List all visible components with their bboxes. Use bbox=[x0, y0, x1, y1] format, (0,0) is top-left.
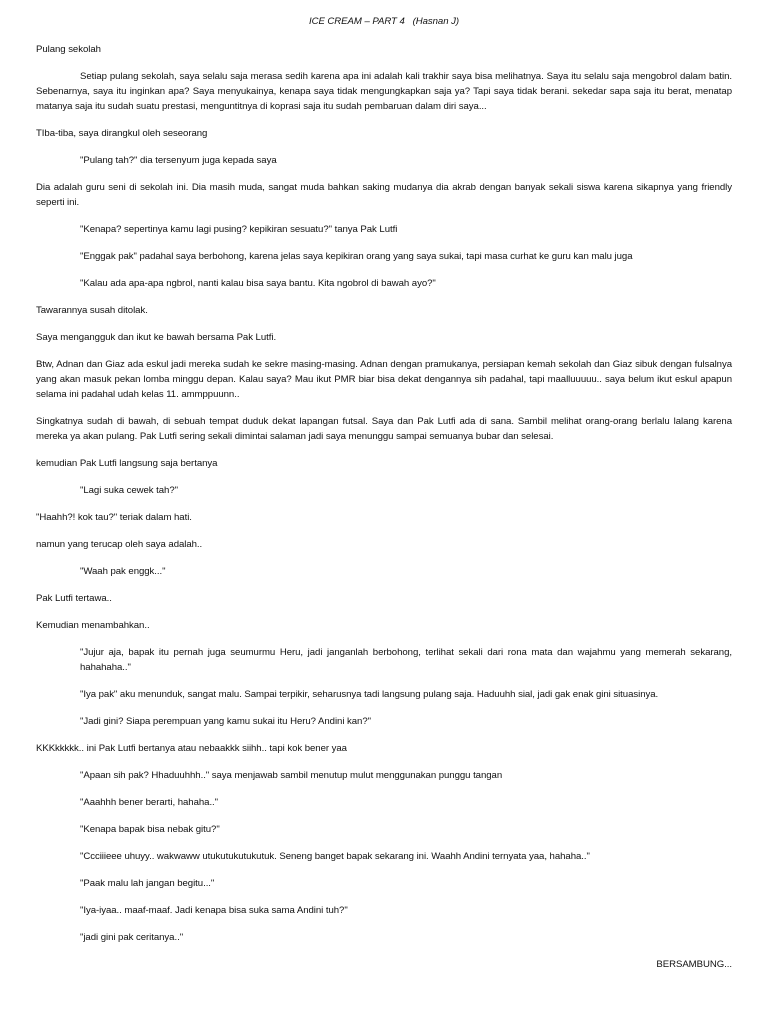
paragraph: Pak Lutfi tertawa.. bbox=[36, 593, 112, 604]
dialogue-paragraph: "Iya-iyaa.. maaf-maaf. Jadi kenapa bisa suka sama Andini tuh?" bbox=[80, 905, 348, 916]
dialogue-paragraph: "Lagi suka cewek tah?" bbox=[80, 485, 178, 496]
dialogue-paragraph: "Apaan sih pak? Hhaduuhhh.." saya menjawab sambil menutup mulut menggunakan punggu tangan bbox=[80, 770, 503, 781]
paragraph: KKKkkkkk.. ini Pak Lutfi bertanya atau nebaakkk siihh.. tapi kok bener yaa bbox=[36, 743, 347, 754]
dialogue-paragraph: "Iya pak" aku menunduk, sangat malu. Sampai terpikir, seharusnya tadi langsung pulang saja. Haduuhh sial, jadi gak enak gini situasinya. bbox=[80, 689, 659, 700]
closing-text: BERSAMBUNG... bbox=[656, 959, 732, 970]
document-page bbox=[36, 14, 732, 972]
paragraph: kemudian Pak Lutfi langsung saja bertanya bbox=[36, 458, 218, 469]
paragraph: Saya mengangguk dan ikut ke bawah bersama Pak Lutfi. bbox=[36, 332, 277, 343]
story-body bbox=[36, 42, 732, 945]
paragraph: Dia adalah guru seni di sekolah ini. Dia masih muda, sangat muda bahkan saking mudanya dia akrab dengan banyak sekali siswa karena sikapnya yang friendly seperti ini. bbox=[36, 182, 732, 208]
dialogue-paragraph: "Jadi gini? Siapa perempuan yang kamu sukai itu Heru? Andini kan?" bbox=[80, 716, 371, 727]
dialogue-paragraph: "Pulang tah?" dia tersenyum juga kepada saya bbox=[80, 155, 277, 166]
dialogue-paragraph: "Ccciiieee uhuyy.. wakwaww utukutukutukutuk. Seneng banget bapak sekarang ini. Waahh Andini ternyata yaa, hahaha.." bbox=[80, 851, 590, 862]
paragraph: Kemudian menambahkan.. bbox=[36, 620, 150, 631]
dialogue-paragraph: "Kenapa? sepertinya kamu lagi pusing? kepikiran sesuatu?" tanya Pak Lutfi bbox=[80, 224, 398, 235]
dialogue-paragraph: "Kenapa bapak bisa nebak gitu?" bbox=[80, 824, 220, 835]
dialogue-paragraph: "Jujur aja, bapak itu pernah juga seumurmu Heru, jadi janganlah berbohong, terlihat sekali dari rona mata dan wajahmu yang memerah sekarang, hahahaha.." bbox=[80, 647, 732, 673]
paragraph: namun yang terucap oleh saya adalah.. bbox=[36, 539, 203, 550]
paragraph: Pulang sekolah bbox=[36, 44, 101, 55]
paragraph: Tawarannya susah ditolak. bbox=[36, 305, 148, 316]
document-title: ICE CREAM – PART 4 (Hasnan J) bbox=[308, 16, 460, 27]
paragraph: TIba-tiba, saya dirangkul oleh seseorang bbox=[36, 128, 208, 139]
dialogue-paragraph: "Kalau ada apa-apa ngbrol, nanti kalau bisa saya bantu. Kita ngobrol di bawah ayo?" bbox=[80, 278, 436, 289]
dialogue-paragraph: "Paak malu lah jangan begitu..." bbox=[80, 878, 215, 889]
dialogue-paragraph: "jadi gini pak ceritanya.." bbox=[80, 932, 184, 943]
dialogue-paragraph: "Enggak pak" padahal saya berbohong, karena jelas saya kepikiran orang yang saya sukai, tapi masa curhat ke guru kan malu juga bbox=[80, 251, 633, 262]
dialogue-paragraph: "Aaahhh bener berarti, hahaha.." bbox=[80, 797, 219, 808]
paragraph: Singkatnya sudah di bawah, di sebuah tempat duduk dekat lapangan futsal. Saya dan Pak Lutfi ada di sana. Sambil melihat orang-orang berlalu lalang karena mereka ya akan pulang. Pak Lutfi sering sekali dimintai salaman jadi saya menunggu sampai semuanya bubar dan selesai. bbox=[36, 416, 732, 442]
paragraph: Btw, Adnan dan Giaz ada eskul jadi mereka sudah ke sekre masing-masing. Adnan dengan pramukanya, persiapan kemah sekolah dan Giaz sibuk dengan fulsalnya yang akan masuk pekan lomba minggu depan. Kalau saya? Mau ikut PMR biar bisa dekat dengannya sih padahal, tapi maalluuuuu.. saya belum ikut eskul apapun selama ini padahal udah kelas 11. ammppuunn.. bbox=[36, 359, 732, 400]
dialogue-paragraph: "Waah pak enggk..." bbox=[80, 566, 166, 577]
paragraph: "Haahh?! kok tau?" teriak dalam hati. bbox=[36, 512, 192, 523]
paragraph: Setiap pulang sekolah, saya selalu saja merasa sedih karena apa ini adalah kali trakhir saya bisa melihatnya. Saya itu selalu saja mengobrol dalam batin. Sebenarnya, saya itu inginkan apa? Saya menyukainya, kenapa saya tidak mengungkapkan saja ya? Tapi saya tidak berani. sekedar sapa saja itu berat, menatap matanya saja itu sudah suatu prestasi, menguntitnya di koprasi saja itu sudah pembaruan dalam diri saya... bbox=[36, 71, 732, 112]
